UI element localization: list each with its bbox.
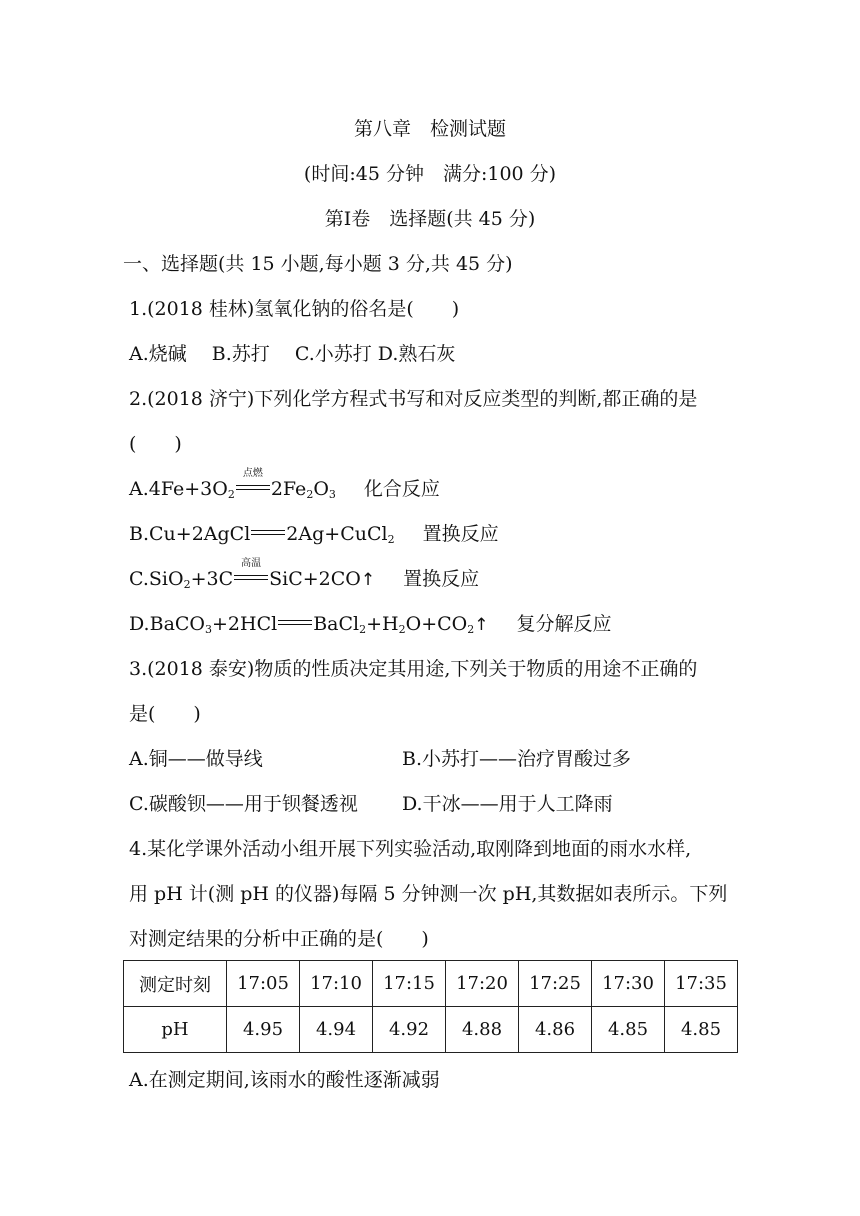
table-row <box>124 1007 738 1053</box>
question-3-option-d: D.干冰——用于人工降雨 <box>402 793 613 815</box>
question-4-stem-end: 对测定结果的分析中正确的是( ) <box>129 928 429 950</box>
question-4-stem: 4.某化学课外活动小组开展下列实验活动,取刚降到地面的雨水水样, <box>129 838 692 860</box>
table-row <box>124 961 738 1007</box>
table-header-cell: 测定时刻 <box>124 961 227 1007</box>
exam-info: (时间:45 分钟 满分:100 分) <box>303 163 557 185</box>
question-4-option-a: A.在测定期间,该雨水的酸性逐渐减弱 <box>129 1069 440 1091</box>
gas-arrow-icon: ↑ <box>474 615 489 635</box>
time-cell: 17:25 <box>519 961 592 1007</box>
ph-cell: 4.86 <box>519 1007 592 1053</box>
ph-cell: 4.85 <box>665 1007 738 1053</box>
time-cell: 17:15 <box>373 961 446 1007</box>
equals-sign <box>278 614 312 628</box>
question-2-stem: 2.(2018 济宁)下列化学方程式书写和对反应类型的判断,都正确的是 <box>129 388 698 410</box>
time-cell: 17:20 <box>446 961 519 1007</box>
question-2-stem-cont: ( ) <box>129 433 182 455</box>
time-cell: 17:30 <box>592 961 665 1007</box>
question-2-option-b: B.Cu+2AgCl 2Ag+CuCl$_2$ 置换反应 <box>129 523 499 546</box>
question-3-stem-cont: 是( ) <box>129 703 201 725</box>
question-2-option-a: $A.4Fe+3O_2$ 点燃 $2Fe_2O_3$ 化合反应 <box>129 468 440 501</box>
question-2-option-c: C.SiO$_2$+3C 高温 SiC+2CO↑ 置换反应 <box>129 558 480 591</box>
ph-data-table <box>123 960 738 1053</box>
table-header-cell: pH <box>124 1007 227 1053</box>
ph-cell: 4.95 <box>227 1007 300 1053</box>
question-3-stem: 3.(2018 泰安)物质的性质决定其用途,下列关于物质的用途不正确的 <box>129 658 698 680</box>
ph-cell: 4.85 <box>592 1007 665 1053</box>
page-title: 第八章 检测试题 <box>353 118 506 140</box>
time-cell: 17:35 <box>665 961 738 1007</box>
gas-arrow-icon: ↑ <box>360 570 376 590</box>
question-3-option-c: C.碳酸钡——用于钡餐透视 <box>129 793 358 815</box>
reaction-condition-sign: 高温 <box>234 569 268 583</box>
part-heading: 一、选择题(共 15 小题,每小题 3 分,共 45 分) <box>123 253 513 275</box>
question-2-option-d: D.BaCO$_3$+2HCl $BaCl_2+H_2O+CO_2↑$ 复分解反应 <box>129 613 612 636</box>
time-cell: 17:10 <box>300 961 373 1007</box>
section-title: 第Ⅰ卷 选择题(共 45 分) <box>324 208 536 230</box>
ph-cell: 4.88 <box>446 1007 519 1053</box>
ph-cell: 4.92 <box>373 1007 446 1053</box>
reaction-condition-sign: 点燃 <box>236 479 270 493</box>
equals-sign <box>251 524 285 538</box>
question-3-option-a: A.铜——做导线 <box>129 748 263 770</box>
ph-cell: 4.94 <box>300 1007 373 1053</box>
time-cell: 17:05 <box>227 961 300 1007</box>
question-4-stem-cont: 用 pH 计(测 pH 的仪器)每隔 5 分钟测一次 pH,其数据如表所示。下列 <box>129 883 728 905</box>
question-1-options: A.烧碱 B.苏打 C.小苏打 D.熟石灰 <box>129 343 456 365</box>
question-3-option-b: B.小苏打——治疗胃酸过多 <box>402 748 632 770</box>
question-1-stem: 1.(2018 桂林)氢氧化钠的俗名是( ) <box>129 298 460 320</box>
